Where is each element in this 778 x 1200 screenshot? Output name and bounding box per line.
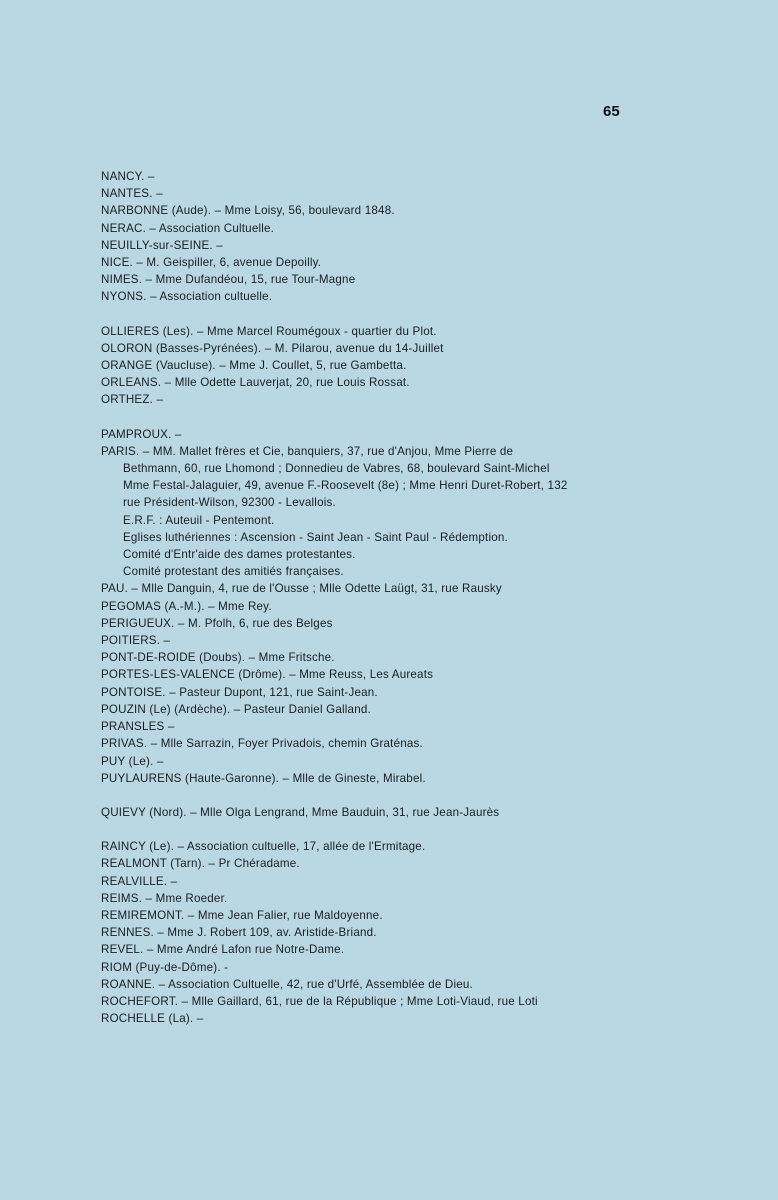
entry-revel: REVEL. – Mme André Lafon rue Notre-Dame. <box>101 943 345 957</box>
entry-realville: REALVILLE. – <box>101 874 178 888</box>
entry-paris-continued: rue Président-Wilson, 92300 - Levallois. <box>123 496 336 510</box>
entry-paris-continued: Mme Festal-Jalaguier, 49, avenue F.-Roosevelt (8e) ; Mme Henri Duret-Robert, 132 <box>123 479 568 493</box>
entry-nantes: NANTES. – <box>101 187 163 201</box>
entry-orthez: ORTHEZ. – <box>101 393 164 407</box>
entry-paris-comite-entraide: Comité d'Entr'aide des dames protestantes. <box>123 548 356 562</box>
entry-privas: PRIVAS. – Mlle Sarrazin, Foyer Privadois, chemin Graténas. <box>101 737 423 751</box>
entry-paris: PARIS. – MM. Mallet frères et Cie, banquiers, 37, rue d'Anjou, Mme Pierre de <box>101 444 514 458</box>
entry-raincy: RAINCY (Le). – Association cultuelle, 17, allée de l'Ermitage. <box>101 840 426 854</box>
entry-pransles: PRANSLES – <box>101 720 175 734</box>
entry-quievy: QUIEVY (Nord). – Mlle Olga Lengrand, Mme Bauduin, 31, rue Jean-Jaurès <box>101 805 500 819</box>
entry-perigueux: PERIGUEUX. – M. Pfolh, 6, rue des Belges <box>101 616 333 630</box>
entry-portes-les-valence: PORTES-LES-VALENCE (Drôme). – Mme Reuss, Les Aureats <box>101 668 434 682</box>
entry-nimes: NIMES. – Mme Dufandéou, 15, rue Tour-Magne <box>101 273 356 287</box>
entry-orleans: ORLEANS. – Mlle Odette Lauverjat, 20, rue Louis Rossat. <box>101 376 410 390</box>
section-gap <box>101 821 731 838</box>
entry-nyons: NYONS. – Association cultuelle. <box>101 290 273 304</box>
entry-rennes: RENNES. – Mme J. Robert 109, av. Aristide-Briand. <box>101 926 377 940</box>
entry-reims: REIMS. – Mme Roeder. <box>101 891 228 905</box>
entry-paris-erf: E.R.F. : Auteuil - Pentemont. <box>123 513 275 527</box>
entry-puylaurens: PUYLAURENS (Haute-Garonne). – Mlle de Gineste, Mirabel. <box>101 771 426 785</box>
section-gap <box>101 787 731 804</box>
entry-paris-continued: Bethmann, 60, rue Lhomond ; Donnedieu de Vabres, 68, boulevard Saint-Michel <box>123 462 550 476</box>
entry-pont-de-roide: PONT-DE-ROIDE (Doubs). – Mme Fritsche. <box>101 651 335 665</box>
entry-nerac: NERAC. – Association Cultuelle. <box>101 221 275 235</box>
entry-remiremont: REMIREMONT. – Mme Jean Falier, rue Maldoyenne. <box>101 908 383 922</box>
entry-pamproux: PAMPROUX. – <box>101 427 182 441</box>
entry-pontoise: PONTOISE. – Pasteur Dupont, 121, rue Saint-Jean. <box>101 685 378 699</box>
entry-roanne: ROANNE. – Association Cultuelle, 42, rue d'Urfé, Assemblée de Dieu. <box>101 977 473 991</box>
entry-narbonne: NARBONNE (Aude). – Mme Loisy, 56, boulevard 1848. <box>101 204 395 218</box>
entry-orange: ORANGE (Vaucluse). – Mme J. Coullet, 5, rue Gambetta. <box>101 359 407 373</box>
entry-neuilly: NEUILLY-sur-SEINE. – <box>101 238 223 252</box>
entry-nice: NICE. – M. Geispiller, 6, avenue Depoilly. <box>101 256 322 270</box>
entry-pau: PAU. – Mlle Danguin, 4, rue de l'Ousse ; Mlle Odette Laügt, 31, rue Rausky <box>101 582 502 596</box>
entry-realmont: REALMONT (Tarn). – Pr Chéradame. <box>101 857 300 871</box>
entry-ollieres: OLLIERES (Les). – Mme Marcel Roumégoux - quartier du Plot. <box>101 324 437 338</box>
entry-pouzin: POUZIN (Le) (Ardèche). – Pasteur Daniel Galland. <box>101 702 371 716</box>
entry-rochefort: ROCHEFORT. – Mlle Gaillard, 61, rue de la République ; Mme Loti-Viaud, rue Loti <box>101 994 538 1008</box>
entry-rochelle: ROCHELLE (La). – <box>101 1012 204 1026</box>
entry-riom: RIOM (Puy-de-Dôme). - <box>101 960 229 974</box>
entry-poitiers: POITIERS. – <box>101 634 171 648</box>
page-number: 65 <box>603 103 620 120</box>
directory-list <box>101 168 731 1027</box>
entry-nancy: NANCY. – <box>101 170 155 183</box>
entry-puy: PUY (Le). – <box>101 754 164 768</box>
entry-paris-eglises: Eglises luthériennes : Ascension - Saint Jean - Saint Paul - Rédemption. <box>123 530 508 544</box>
entry-pegomas: PEGOMAS (A.-M.). – Mme Rey. <box>101 599 272 613</box>
section-gap <box>101 409 731 426</box>
section-gap <box>101 306 731 323</box>
entry-paris-comite-amities: Comité protestant des amitiés françaises. <box>123 565 344 579</box>
entry-oloron: OLORON (Basses-Pyrénées). – M. Pilarou, avenue du 14-Juillet <box>101 341 444 355</box>
